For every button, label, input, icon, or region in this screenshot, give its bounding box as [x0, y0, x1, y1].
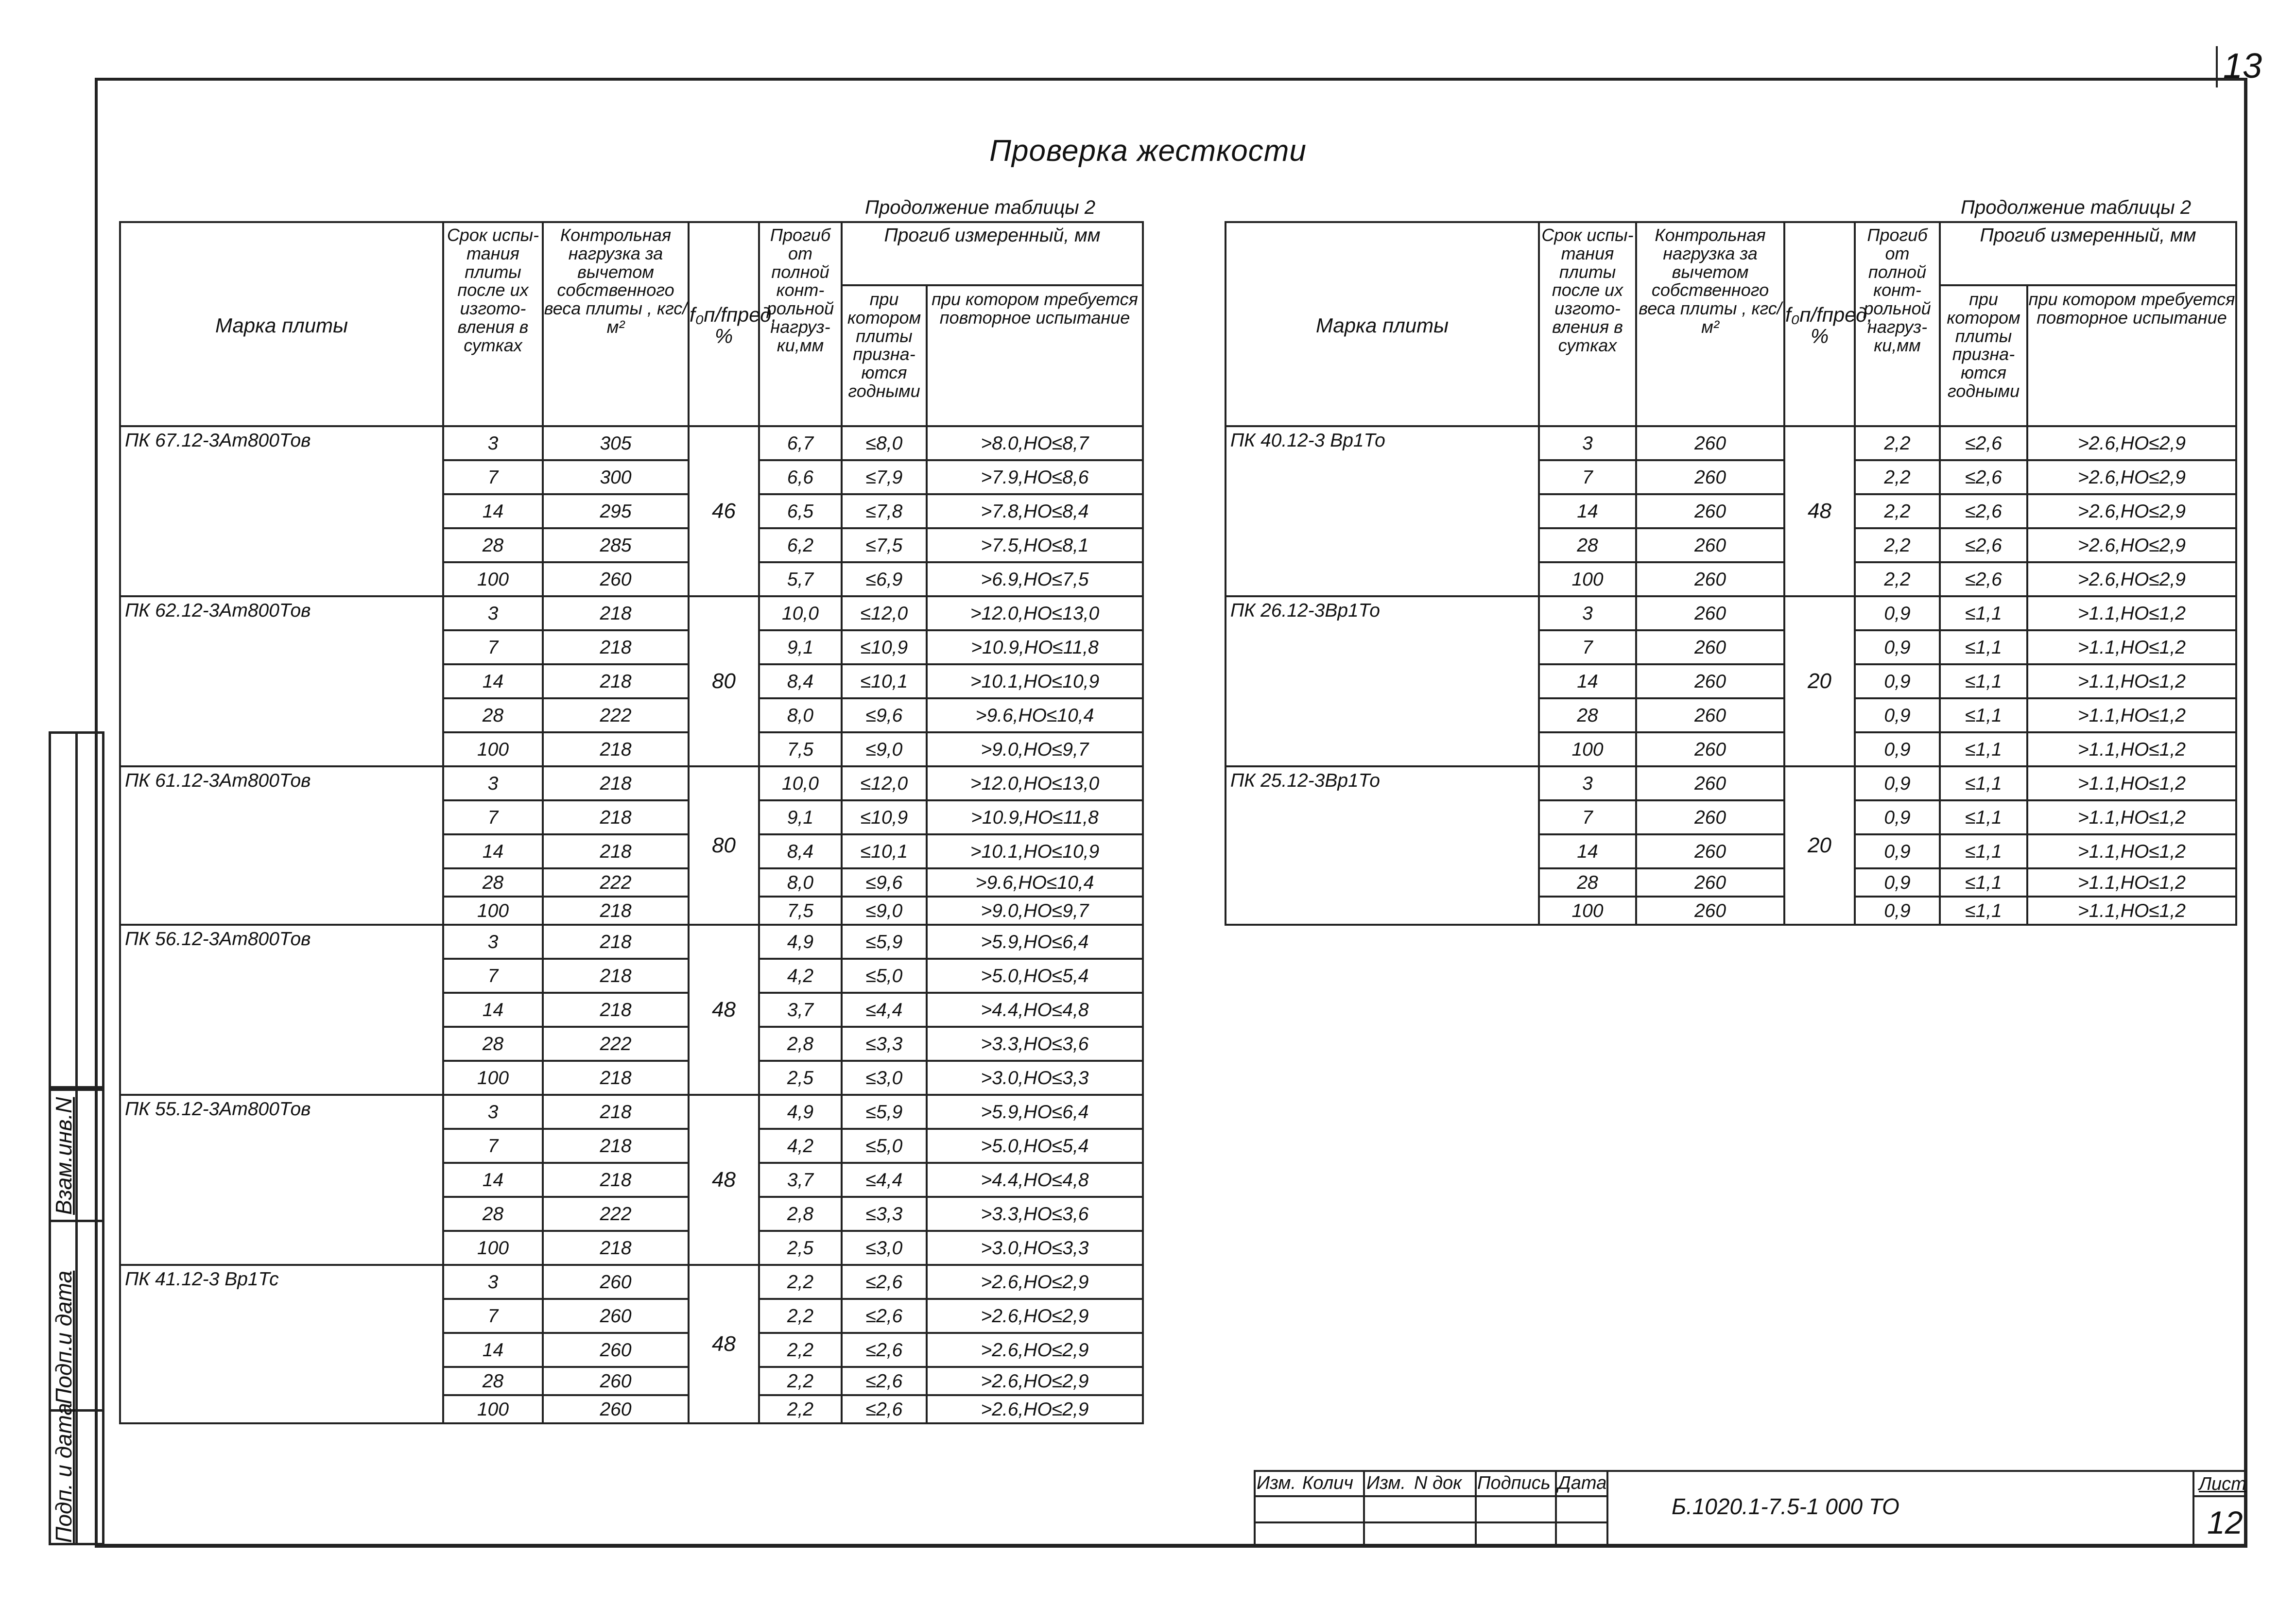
retest-deflection: >12.0,НО≤13,0: [927, 766, 1143, 800]
control-load: 218: [543, 897, 689, 925]
accepted-deflection: ≤1,1: [1940, 698, 2027, 732]
full-load-deflection: 7,5: [759, 897, 842, 925]
control-load: 260: [1636, 528, 1784, 562]
test-term-days: 100: [443, 732, 543, 766]
sheet-number: 12: [2207, 1504, 2243, 1540]
control-load: 218: [543, 1231, 689, 1265]
test-term-days: 100: [1539, 562, 1636, 596]
full-load-deflection: 2,5: [759, 1231, 842, 1265]
accepted-deflection: ≤5,9: [842, 1095, 927, 1129]
accepted-deflection: ≤5,9: [842, 925, 927, 959]
retest-deflection: >1.1,НО≤1,2: [2027, 732, 2236, 766]
header-retest: при котором требуется повторное испытание: [2027, 285, 2236, 426]
slab-mark: ПК 56.12-3Ат800Тов: [120, 925, 443, 1095]
page-title: Проверка жесткости: [989, 134, 1307, 168]
control-load: 260: [543, 562, 689, 596]
full-load-deflection: 2,2: [1855, 528, 1940, 562]
control-load: 260: [1636, 698, 1784, 732]
full-load-deflection: 8,4: [759, 834, 842, 868]
full-load-deflection: 2,5: [759, 1061, 842, 1095]
accepted-deflection: ≤10,1: [842, 664, 927, 698]
control-load: 218: [543, 596, 689, 630]
header-accepted: при котором плиты призна- ются годными: [842, 285, 927, 426]
control-load: 260: [1636, 766, 1784, 800]
stamp-label-change-2: Изм.: [1366, 1473, 1406, 1493]
full-load-deflection: 6,7: [759, 426, 842, 460]
header-term: Срок испы- тания плиты после их изгото- вления в сутках: [1539, 222, 1636, 426]
control-load: 305: [543, 426, 689, 460]
full-load-deflection: 2,2: [1855, 562, 1940, 596]
retest-deflection: >9.6,НО≤10,4: [927, 698, 1143, 732]
control-load: 218: [543, 1129, 689, 1163]
stamp-col-line-2: [1475, 1470, 1477, 1548]
test-term-days: 3: [1539, 596, 1636, 630]
test-term-days: 100: [443, 897, 543, 925]
stamp-label-change: Изм.: [1257, 1473, 1296, 1493]
accepted-deflection: ≤2,6: [842, 1395, 927, 1423]
sheet-label: Лист: [2199, 1474, 2246, 1494]
full-load-deflection: 8,0: [759, 698, 842, 732]
accepted-deflection: ≤1,1: [1940, 897, 2027, 925]
page-number-divider: [2216, 46, 2218, 87]
retest-deflection: >4.4,НО≤4,8: [927, 993, 1143, 1027]
accepted-deflection: ≤1,1: [1940, 800, 2027, 834]
control-load: 222: [543, 1027, 689, 1061]
retest-deflection: >1.1,НО≤1,2: [2027, 800, 2236, 834]
control-load: 285: [543, 528, 689, 562]
control-load: 218: [543, 925, 689, 959]
retest-deflection: >2.6,НО≤2,9: [2027, 460, 2236, 494]
accepted-deflection: ≤7,9: [842, 460, 927, 494]
deflection-ratio: 80: [689, 596, 759, 766]
full-load-deflection: 9,1: [759, 630, 842, 664]
test-term-days: 28: [1539, 868, 1636, 897]
retest-deflection: >5.0,НО≤5,4: [927, 959, 1143, 993]
retest-deflection: >5.9,НО≤6,4: [927, 925, 1143, 959]
table-row: [1226, 596, 2236, 630]
control-load: 260: [543, 1299, 689, 1333]
full-load-deflection: 10,0: [759, 766, 842, 800]
accepted-deflection: ≤2,6: [842, 1367, 927, 1395]
full-load-deflection: 0,9: [1855, 834, 1940, 868]
full-load-deflection: 4,2: [759, 1129, 842, 1163]
retest-deflection: >2.6,НО≤2,9: [927, 1367, 1143, 1395]
retest-deflection: >3.0,НО≤3,3: [927, 1231, 1143, 1265]
accepted-deflection: ≤8,0: [842, 426, 927, 460]
test-term-days: 28: [443, 868, 543, 897]
full-load-deflection: 6,5: [759, 494, 842, 528]
document-code: Б.1020.1-7.5-1 000 ТО: [1672, 1494, 1899, 1519]
deflection-ratio: 48: [689, 1095, 759, 1265]
header-term: Срок испы- тания плиты после их изгото- вления в сутках: [443, 222, 543, 426]
slab-mark: ПК 55.12-3Ат800Тов: [120, 1095, 443, 1265]
accepted-deflection: ≤9,6: [842, 698, 927, 732]
control-load: 260: [1636, 460, 1784, 494]
retest-deflection: >2.6,НО≤2,9: [2027, 494, 2236, 528]
full-load-deflection: 0,9: [1855, 868, 1940, 897]
header-load: Контрольная нагрузка за вычетом собственного веса плиты , кгс/м²: [1636, 222, 1784, 426]
control-load: 295: [543, 494, 689, 528]
full-load-deflection: 4,2: [759, 959, 842, 993]
full-load-deflection: 3,7: [759, 1163, 842, 1197]
header-deflection-full: Прогиб от полной конт- рольной нагруз- ки,мм: [759, 222, 842, 426]
test-term-days: 7: [443, 800, 543, 834]
full-load-deflection: 0,9: [1855, 630, 1940, 664]
stiffness-table-left: [119, 221, 1144, 1424]
accepted-deflection: ≤10,1: [842, 834, 927, 868]
test-term-days: 7: [443, 1129, 543, 1163]
header-measured: Прогиб измеренный, мм: [842, 222, 1143, 285]
test-term-days: 14: [443, 1333, 543, 1367]
title-block: [1254, 1470, 2247, 1548]
control-load: 218: [543, 664, 689, 698]
table-row: [1226, 426, 2236, 460]
accepted-deflection: ≤3,3: [842, 1027, 927, 1061]
full-load-deflection: 5,7: [759, 562, 842, 596]
full-load-deflection: 2,2: [759, 1265, 842, 1299]
retest-deflection: >3.3,НО≤3,6: [927, 1197, 1143, 1231]
accepted-deflection: ≤1,1: [1940, 868, 2027, 897]
header-measured: Прогиб измеренный, мм: [1940, 222, 2236, 285]
stamp-label-count: Колич: [1302, 1473, 1353, 1493]
full-load-deflection: 8,0: [759, 868, 842, 897]
test-term-days: 3: [1539, 766, 1636, 800]
retest-deflection: >3.0,НО≤3,3: [927, 1061, 1143, 1095]
retest-deflection: >1.1,НО≤1,2: [2027, 834, 2236, 868]
accepted-deflection: ≤2,6: [1940, 426, 2027, 460]
test-term-days: 28: [1539, 528, 1636, 562]
slab-mark: ПК 25.12-3Вр1То: [1226, 766, 1539, 925]
full-load-deflection: 2,2: [759, 1395, 842, 1423]
retest-deflection: >10.1,НО≤10,9: [927, 834, 1143, 868]
control-load: 260: [1636, 834, 1784, 868]
full-load-deflection: 2,8: [759, 1197, 842, 1231]
accepted-deflection: ≤7,5: [842, 528, 927, 562]
test-term-days: 14: [1539, 834, 1636, 868]
full-load-deflection: 0,9: [1855, 766, 1940, 800]
retest-deflection: >2.6,НО≤2,9: [927, 1333, 1143, 1367]
accepted-deflection: ≤1,1: [1940, 664, 2027, 698]
full-load-deflection: 4,9: [759, 925, 842, 959]
header-deflection-full: Прогиб от полной конт- рольной нагруз- ки,мм: [1855, 222, 1940, 426]
accepted-deflection: ≤2,6: [1940, 562, 2027, 596]
test-term-days: 3: [443, 596, 543, 630]
control-load: 222: [543, 1197, 689, 1231]
full-load-deflection: 2,2: [759, 1367, 842, 1395]
accepted-deflection: ≤1,1: [1940, 766, 2027, 800]
accepted-deflection: ≤12,0: [842, 766, 927, 800]
test-term-days: 14: [443, 494, 543, 528]
full-load-deflection: 2,8: [759, 1027, 842, 1061]
retest-deflection: >8.0,НО≤8,7: [927, 426, 1143, 460]
table-row: [1226, 766, 2236, 800]
test-term-days: 3: [443, 1095, 543, 1129]
continuation-label-left: Продолжение таблицы 2: [865, 197, 1096, 218]
retest-deflection: >10.9,НО≤11,8: [927, 800, 1143, 834]
accepted-deflection: ≤9,6: [842, 868, 927, 897]
full-load-deflection: 3,7: [759, 993, 842, 1027]
retest-deflection: >2.6,НО≤2,9: [2027, 562, 2236, 596]
deflection-ratio: 20: [1784, 766, 1855, 925]
test-term-days: 28: [1539, 698, 1636, 732]
stamp-sheet-divider: [2192, 1495, 2247, 1497]
test-term-days: 100: [1539, 897, 1636, 925]
test-term-days: 7: [1539, 460, 1636, 494]
test-term-days: 3: [443, 426, 543, 460]
control-load: 260: [543, 1367, 689, 1395]
stamp-label-doc-number: N док: [1414, 1473, 1462, 1493]
control-load: 218: [543, 800, 689, 834]
retest-deflection: >5.0,НО≤5,4: [927, 1129, 1143, 1163]
control-load: 260: [543, 1395, 689, 1423]
full-load-deflection: 9,1: [759, 800, 842, 834]
control-load: 260: [1636, 562, 1784, 596]
table-row: [120, 596, 1143, 630]
accepted-deflection: ≤5,0: [842, 959, 927, 993]
stiffness-table-right: [1225, 221, 2237, 926]
retest-deflection: >10.9,НО≤11,8: [927, 630, 1143, 664]
label-signature-date: Подп.и дата: [51, 1270, 76, 1404]
retest-deflection: >7.9,НО≤8,6: [927, 460, 1143, 494]
test-term-days: 3: [1539, 426, 1636, 460]
test-term-days: 28: [443, 1367, 543, 1395]
accepted-deflection: ≤7,8: [842, 494, 927, 528]
test-term-days: 28: [443, 1027, 543, 1061]
full-load-deflection: 10,0: [759, 596, 842, 630]
continuation-label-right: Продолжение таблицы 2: [1961, 197, 2192, 218]
control-load: 222: [543, 868, 689, 897]
control-load: 218: [543, 993, 689, 1027]
slab-mark: ПК 67.12-3Ат800Тов: [120, 426, 443, 596]
control-load: 218: [543, 1163, 689, 1197]
test-term-days: 100: [443, 1231, 543, 1265]
retest-deflection: >2.6,НО≤2,9: [927, 1395, 1143, 1423]
accepted-deflection: ≤9,0: [842, 732, 927, 766]
retest-deflection: >2.6,НО≤2,9: [2027, 426, 2236, 460]
full-load-deflection: 6,2: [759, 528, 842, 562]
table-row: [120, 766, 1143, 800]
retest-deflection: >6.9,НО≤7,5: [927, 562, 1143, 596]
control-load: 260: [1636, 426, 1784, 460]
test-term-days: 100: [443, 562, 543, 596]
full-load-deflection: 2,2: [1855, 460, 1940, 494]
test-term-days: 7: [443, 959, 543, 993]
accepted-deflection: ≤12,0: [842, 596, 927, 630]
control-load: 260: [1636, 630, 1784, 664]
page-number: 13: [2223, 47, 2262, 86]
slab-mark: ПК 62.12-3Ат800Тов: [120, 596, 443, 766]
retest-deflection: >12.0,НО≤13,0: [927, 596, 1143, 630]
stamp-label-date: Дата: [1558, 1473, 1607, 1493]
accepted-deflection: ≤1,1: [1940, 834, 2027, 868]
header-ratio: f₀п/fпред, %: [1784, 222, 1855, 426]
test-term-days: 3: [443, 925, 543, 959]
accepted-deflection: ≤3,0: [842, 1061, 927, 1095]
full-load-deflection: 0,9: [1855, 897, 1940, 925]
slab-mark: ПК 40.12-3 Вр1То: [1226, 426, 1539, 596]
test-term-days: 14: [443, 993, 543, 1027]
test-term-days: 28: [443, 528, 543, 562]
retest-deflection: >2.6,НО≤2,9: [927, 1299, 1143, 1333]
header-load: Контрольная нагрузка за вычетом собственного веса плиты , кгс/м²: [543, 222, 689, 426]
test-term-days: 7: [1539, 800, 1636, 834]
accepted-deflection: ≤1,1: [1940, 732, 2027, 766]
retest-deflection: >1.1,НО≤1,2: [2027, 897, 2236, 925]
retest-deflection: >5.9,НО≤6,4: [927, 1095, 1143, 1129]
header-retest: при котором требуется повторное испытание: [927, 285, 1143, 426]
retest-deflection: >7.5,НО≤8,1: [927, 528, 1143, 562]
control-load: 218: [543, 1061, 689, 1095]
retest-deflection: >10.1,НО≤10,9: [927, 664, 1143, 698]
deflection-ratio: 48: [1784, 426, 1855, 596]
control-load: 218: [543, 766, 689, 800]
retest-deflection: >2.6,НО≤2,9: [927, 1265, 1143, 1299]
full-load-deflection: 7,5: [759, 732, 842, 766]
full-load-deflection: 2,2: [759, 1299, 842, 1333]
slab-mark: ПК 26.12-3Вр1То: [1226, 596, 1539, 766]
test-term-days: 14: [1539, 494, 1636, 528]
table-row: [120, 1095, 1143, 1129]
accepted-deflection: ≤4,4: [842, 993, 927, 1027]
slab-mark: ПК 61.12-3Ат800Тов: [120, 766, 443, 925]
table-row: [120, 426, 1143, 460]
control-load: 218: [543, 1095, 689, 1129]
retest-deflection: >9.6,НО≤10,4: [927, 868, 1143, 897]
label-replacement-inventory: Взам.инв.N: [51, 1097, 76, 1215]
full-load-deflection: 6,6: [759, 460, 842, 494]
accepted-deflection: ≤2,6: [1940, 460, 2027, 494]
full-load-deflection: 0,9: [1855, 698, 1940, 732]
retest-deflection: >9.0,НО≤9,7: [927, 897, 1143, 925]
label-signature-date-original: Подп. и дата: [51, 1403, 76, 1543]
full-load-deflection: 2,2: [1855, 494, 1940, 528]
test-term-days: 7: [443, 460, 543, 494]
test-term-days: 14: [443, 834, 543, 868]
control-load: 222: [543, 698, 689, 732]
accepted-deflection: ≤2,6: [842, 1333, 927, 1367]
accepted-deflection: ≤2,6: [842, 1265, 927, 1299]
full-load-deflection: 4,9: [759, 1095, 842, 1129]
test-term-days: 100: [1539, 732, 1636, 766]
retest-deflection: >2.6,НО≤2,9: [2027, 528, 2236, 562]
accepted-deflection: ≤9,0: [842, 897, 927, 925]
table-row: [120, 925, 1143, 959]
retest-deflection: >3.3,НО≤3,6: [927, 1027, 1143, 1061]
retest-deflection: >1.1,НО≤1,2: [2027, 664, 2236, 698]
slab-mark: ПК 41.12-3 Вр1Тс: [120, 1265, 443, 1423]
full-load-deflection: 2,2: [759, 1333, 842, 1367]
test-term-days: 28: [443, 1197, 543, 1231]
test-term-days: 14: [443, 1163, 543, 1197]
full-load-deflection: 0,9: [1855, 800, 1940, 834]
control-load: 260: [543, 1265, 689, 1299]
retest-deflection: >4.4,НО≤4,8: [927, 1163, 1143, 1197]
accepted-deflection: ≤2,6: [1940, 494, 2027, 528]
full-load-deflection: 0,9: [1855, 596, 1940, 630]
accepted-deflection: ≤3,3: [842, 1197, 927, 1231]
stamp-col-line-1: [1363, 1470, 1365, 1548]
accepted-deflection: ≤2,6: [1940, 528, 2027, 562]
accepted-deflection: ≤1,1: [1940, 630, 2027, 664]
test-term-days: 3: [443, 766, 543, 800]
control-load: 260: [1636, 897, 1784, 925]
header-ratio: f₀п/fпред, %: [689, 222, 759, 426]
control-load: 260: [1636, 664, 1784, 698]
stamp-label-signature: Подпись: [1477, 1473, 1551, 1493]
control-load: 218: [543, 834, 689, 868]
control-load: 300: [543, 460, 689, 494]
header-mark: Марка плиты: [1226, 222, 1539, 426]
test-term-days: 3: [443, 1265, 543, 1299]
control-load: 218: [543, 732, 689, 766]
control-load: 260: [543, 1333, 689, 1367]
control-load: 218: [543, 630, 689, 664]
deflection-ratio: 48: [689, 1265, 759, 1423]
control-load: 260: [1636, 494, 1784, 528]
test-term-days: 100: [443, 1395, 543, 1423]
accepted-deflection: ≤2,6: [842, 1299, 927, 1333]
accepted-deflection: ≤10,9: [842, 630, 927, 664]
control-load: 260: [1636, 596, 1784, 630]
deflection-ratio: 20: [1784, 596, 1855, 766]
test-term-days: 7: [443, 630, 543, 664]
table-row: [120, 1265, 1143, 1299]
test-term-days: 7: [443, 1299, 543, 1333]
deflection-ratio: 46: [689, 426, 759, 596]
accepted-deflection: ≤6,9: [842, 562, 927, 596]
header-mark: Марка плиты: [120, 222, 443, 426]
full-load-deflection: 2,2: [1855, 426, 1940, 460]
retest-deflection: >7.8,НО≤8,4: [927, 494, 1143, 528]
test-term-days: 7: [1539, 630, 1636, 664]
control-load: 218: [543, 959, 689, 993]
accepted-deflection: ≤3,0: [842, 1231, 927, 1265]
accepted-deflection: ≤1,1: [1940, 596, 2027, 630]
header-accepted: при котором плиты призна- ются годными: [1940, 285, 2027, 426]
full-load-deflection: 0,9: [1855, 732, 1940, 766]
retest-deflection: >1.1,НО≤1,2: [2027, 766, 2236, 800]
full-load-deflection: 8,4: [759, 664, 842, 698]
control-load: 260: [1636, 868, 1784, 897]
deflection-ratio: 48: [689, 925, 759, 1095]
test-term-days: 100: [443, 1061, 543, 1095]
test-term-days: 14: [1539, 664, 1636, 698]
retest-deflection: >9.0,НО≤9,7: [927, 732, 1143, 766]
accepted-deflection: ≤10,9: [842, 800, 927, 834]
retest-deflection: >1.1,НО≤1,2: [2027, 698, 2236, 732]
retest-deflection: >1.1,НО≤1,2: [2027, 868, 2236, 897]
retest-deflection: >1.1,НО≤1,2: [2027, 630, 2236, 664]
stamp-col-line-3: [1555, 1470, 1557, 1548]
accepted-deflection: ≤4,4: [842, 1163, 927, 1197]
control-load: 260: [1636, 800, 1784, 834]
control-load: 260: [1636, 732, 1784, 766]
deflection-ratio: 80: [689, 766, 759, 925]
full-load-deflection: 0,9: [1855, 664, 1940, 698]
test-term-days: 28: [443, 698, 543, 732]
accepted-deflection: ≤5,0: [842, 1129, 927, 1163]
retest-deflection: >1.1,НО≤1,2: [2027, 596, 2236, 630]
test-term-days: 14: [443, 664, 543, 698]
